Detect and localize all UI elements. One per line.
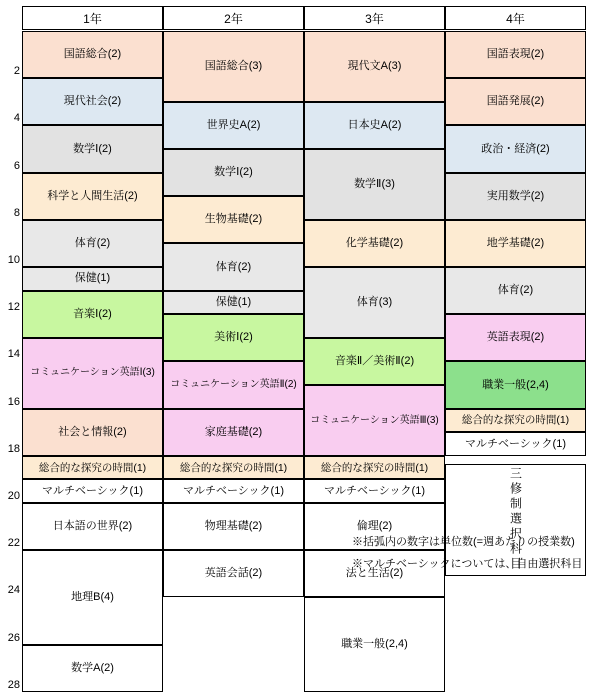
course-cell: コミュニケーション英語Ⅰ(3)	[22, 338, 163, 409]
course-cell: マルチベーシック(1)	[445, 432, 586, 456]
course-cell: 化学基礎(2)	[304, 220, 445, 267]
course-cell: 体育(2)	[22, 220, 163, 267]
course-cell: 音楽Ⅰ(2)	[22, 291, 163, 338]
course-cell: 総合的な探究の時間(1)	[445, 409, 586, 433]
course-cell: 総合的な探究の時間(1)	[22, 456, 163, 480]
course-cell: 職業一般(2,4)	[304, 597, 445, 691]
course-cell: 保健(1)	[22, 267, 163, 291]
course-cell: 体育(3)	[304, 267, 445, 338]
elective-note-text: 三修制選択科目	[508, 467, 523, 573]
scale-tick-10: 10	[7, 254, 20, 266]
course-cell: 国語総合(3)	[163, 31, 304, 102]
course-cell: コミュニケーション英語Ⅱ(2)	[163, 361, 304, 408]
course-cell: マルチベーシック(1)	[304, 479, 445, 503]
course-cell: 地学基礎(2)	[445, 220, 586, 267]
footnote-1: ※括弧内の数字は単位数(=週あたりの授業数)	[352, 536, 575, 548]
course-cell: 物理基礎(2)	[163, 503, 304, 550]
scale-tick-8: 8	[13, 206, 20, 219]
course-cell: マルチベーシック(1)	[22, 479, 163, 503]
course-cell: 英語会話(2)	[163, 550, 304, 597]
course-cell: 総合的な探究の時間(1)	[163, 456, 304, 480]
column-header-4: 4年	[445, 6, 586, 30]
course-cell: 国語総合(2)	[22, 31, 163, 78]
course-cell: 国語表現(2)	[445, 31, 586, 78]
course-cell: 家庭基礎(2)	[163, 409, 304, 456]
scale-tick-6: 6	[13, 159, 20, 172]
course-cell: 政治・経済(2)	[445, 125, 586, 172]
course-cell: 体育(2)	[163, 243, 304, 290]
course-cell: 現代文A(3)	[304, 31, 445, 102]
course-cell: 倫理(2)	[304, 503, 445, 550]
course-cell: 数学Ⅱ(3)	[304, 149, 445, 220]
course-cell: 職業一般(2,4)	[445, 361, 586, 408]
course-cell: 数学A(2)	[22, 645, 163, 692]
course-cell: マルチベーシック(1)	[163, 479, 304, 503]
course-cell: 世界史A(2)	[163, 102, 304, 149]
scale-tick-16: 16	[7, 395, 20, 408]
footnote-2: ※マルチベーシックについては、自由選択科目	[352, 558, 583, 570]
course-cell: 英語表現(2)	[445, 314, 586, 361]
course-cell: 実用数学(2)	[445, 173, 586, 220]
scale-tick-26: 26	[7, 631, 20, 644]
scale-tick-24: 24	[7, 584, 20, 597]
course-cell: 現代社会(2)	[22, 78, 163, 125]
course-cell: 国語発展(2)	[445, 78, 586, 125]
course-cell: 美術Ⅰ(2)	[163, 314, 304, 361]
scale-tick-28: 28	[7, 678, 20, 691]
scale-tick-4: 4	[13, 112, 20, 125]
course-cell: 地理B(4)	[22, 550, 163, 644]
course-cell: 科学と人間生活(2)	[22, 173, 163, 220]
course-cell: コミュニケーション英語Ⅲ(3)	[304, 385, 445, 456]
course-cell: 数学Ⅰ(2)	[163, 149, 304, 196]
course-cell: 生物基礎(2)	[163, 196, 304, 243]
course-cell: 社会と情報(2)	[22, 409, 163, 456]
column-header-2: 2年	[163, 6, 304, 30]
course-cell: 日本史A(2)	[304, 102, 445, 149]
scale-tick-22: 22	[7, 537, 20, 550]
column-header-1: 1年	[22, 6, 163, 30]
course-cell: 日本語の世界(2)	[22, 503, 163, 550]
scale-tick-12: 12	[7, 301, 20, 314]
column-header-3: 3年	[304, 6, 445, 30]
course-cell: 体育(2)	[445, 267, 586, 314]
course-cell: 音楽Ⅱ／美術Ⅱ(2)	[304, 338, 445, 385]
scale-tick-20: 20	[7, 490, 20, 502]
course-cell: 総合的な探究の時間(1)	[304, 456, 445, 480]
scale-tick-14: 14	[7, 348, 20, 361]
scale-tick-2: 2	[13, 65, 20, 78]
scale-tick-18: 18	[7, 442, 20, 455]
course-cell: 保健(1)	[163, 291, 304, 315]
course-cell: 数学Ⅰ(2)	[22, 125, 163, 172]
course-cell: 法と生活(2)	[304, 550, 445, 597]
